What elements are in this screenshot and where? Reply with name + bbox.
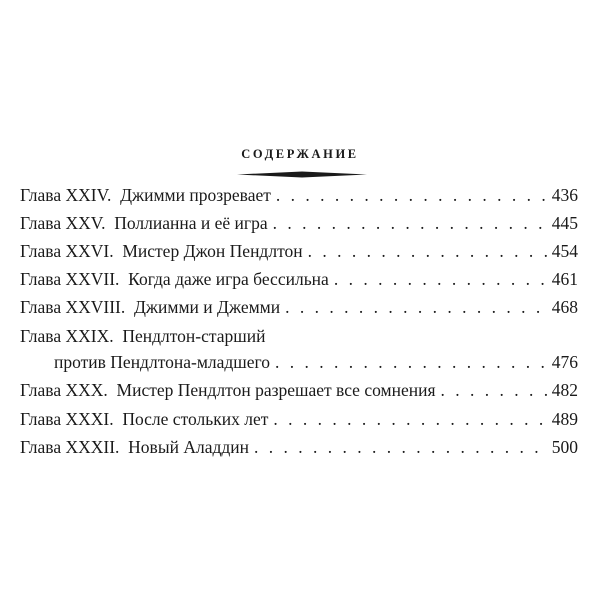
toc-entry-xxv[interactable] <box>20 210 578 236</box>
page-number: 436 <box>551 185 578 205</box>
toc-entry-title: Глава XXXI. После стольких лет <box>20 409 269 429</box>
leader-dots <box>308 238 547 264</box>
page-number: 468 <box>551 297 578 317</box>
toc-entry-title-continued: против Пендлтона-младшего <box>54 352 271 372</box>
page-number: 476 <box>551 352 578 372</box>
toc-entry-xxvii[interactable] <box>20 266 578 292</box>
leader-dots <box>275 349 547 375</box>
toc-entry-title: Глава XXXII. Новый Аладдин <box>20 437 249 457</box>
leader-dots <box>273 210 547 236</box>
toc-entry-title: Глава XXV. Поллианна и её игра <box>20 213 268 233</box>
toc-entry-xxxi[interactable] <box>20 406 578 432</box>
toc-entry-xxx[interactable] <box>20 377 578 403</box>
toc-entry-xxiv[interactable] <box>20 182 578 208</box>
leader-dots <box>441 377 547 403</box>
toc-entry-xxix-continued[interactable] <box>54 349 578 375</box>
toc-entry-xxviii[interactable] <box>20 294 578 320</box>
toc-entry-title: Глава XXX. Мистер Пендлтон разрешает все сомнения <box>20 380 436 400</box>
leader-dots <box>273 406 546 432</box>
toc-entry-title: Глава XXVIII. Джимми и Джемми <box>20 297 281 317</box>
leader-dots <box>254 434 547 460</box>
toc-entry-xxxii[interactable] <box>20 434 578 460</box>
page-number: 445 <box>551 213 578 233</box>
page-number: 461 <box>551 269 578 289</box>
toc-entry-title: Глава XXVII. Когда даже игра бессильна <box>20 269 329 289</box>
page-number: 454 <box>551 241 578 261</box>
leader-dots <box>276 182 547 208</box>
toc-entry-xxix[interactable] <box>20 323 578 349</box>
toc-entry-title: Глава XXVI. Мистер Джон Пендлтон <box>20 241 303 261</box>
toc-entry-title: Глава XXIV. Джимми прозревает <box>20 185 271 205</box>
toc-entry-title: Глава XXIX. Пендлтон-старший <box>20 326 266 346</box>
page-number: 482 <box>551 380 578 400</box>
toc-entry-xxvi[interactable] <box>20 238 578 264</box>
page-number: 489 <box>551 409 578 429</box>
page-number: 500 <box>551 437 578 457</box>
leader-dots <box>334 266 547 292</box>
leader-dots <box>285 294 547 320</box>
toc-heading: СОДЕРЖАНИЕ <box>241 147 359 161</box>
